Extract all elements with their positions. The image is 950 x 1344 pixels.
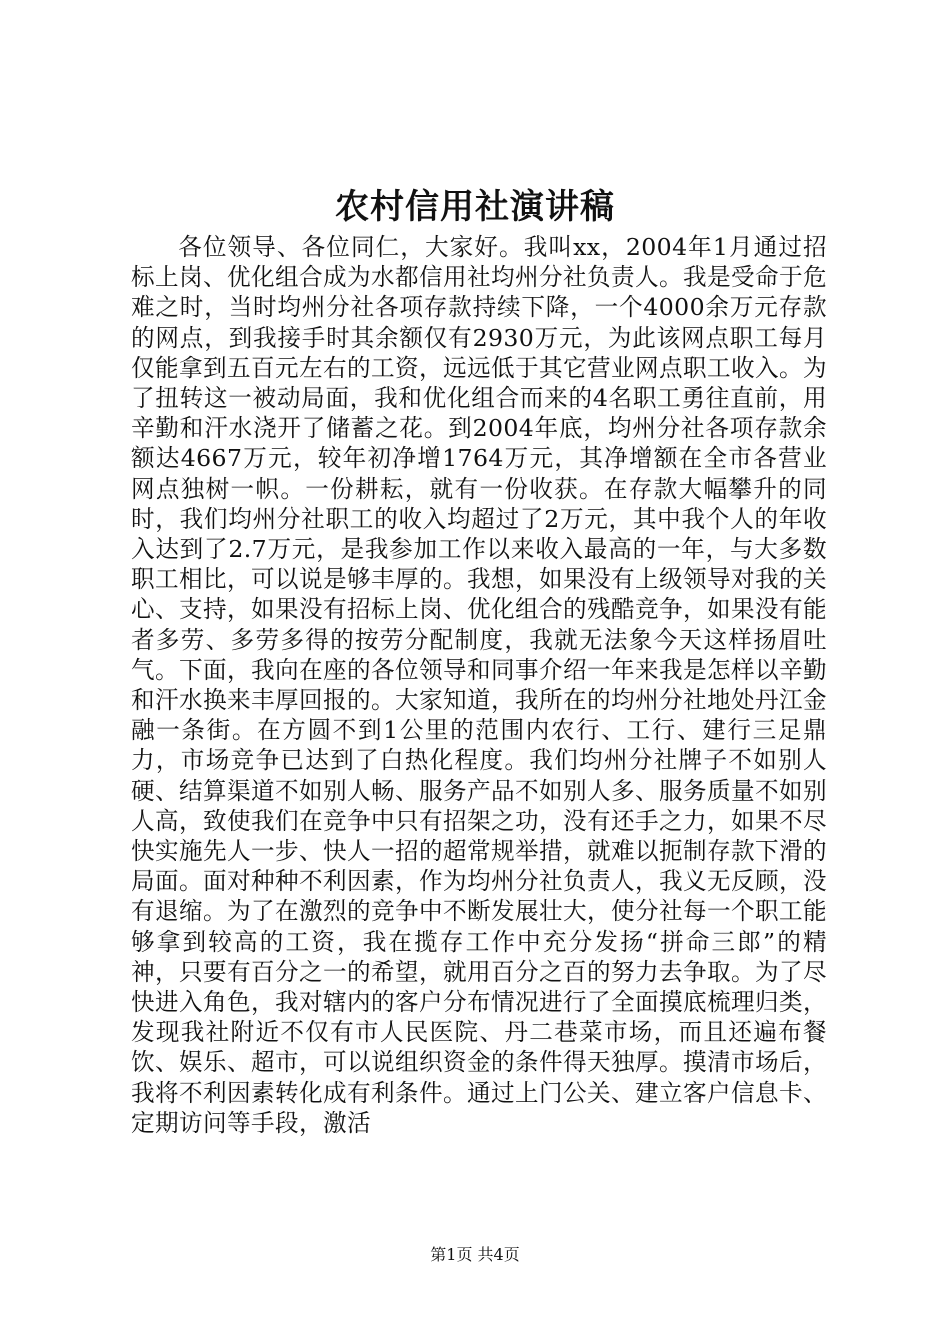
page-footer: 第1页 共4页 bbox=[430, 1245, 520, 1264]
body-paragraph: 各位领导、各位同仁，大家好。我叫xx，2004年1月通过招标上岗、优化组合成为水都信用社均州分社负责人。我是受命于危难之时，当时均州分社各项存款持续下降，一个4000余万元存款的网点，到我接手时其余额仅有2930万元，为此该网点职工每月仅能拿到五百元左右的工资，远远低于其它营业网点职工收入。为了扭转这一被动局面，我和优化组合而来的4名职工勇往直前，用辛勤和汗水浇开了储蓄之花。到2004年底，均州分社各项存款余额达4667万元，较年初净增1764万元，其净增额在全市各营业网点独树一帜。一份耕耘，就有一份收获。在存款大幅攀升的同时，我们均州分社职工的收入均超过了2万元，其中我个人的年收入达到了2.7万元，是我参加工作以来收入最高的一年，与大多数职工相比，可以说是够丰厚的。我想，如果没有上级领导对我的关心、支持，如果没有招标上岗、优化组合的残酷竞争，如果没有能者多劳、多劳多得的按劳分配制度，我就无法象今天这样扬眉吐气。下面，我向在座的各位领导和同事介绍一年来我是怎样以辛勤和汗水换来丰厚回报的。大家知道，我所在的均州分社地处丹江金融一条街。在方圆不到1公里的范围内农行、工行、建行三足鼎力，市场竞争已达到了白热化程度。我们均州分社牌子不如别人硬、结算渠道不如别人畅、服务产品不如别人多、服务质量不如别人高，致使我们在竞争中只有招架之功，没有还手之力，如果不尽快实施先人一步、快人一招的超常规举措，就难以扼制存款下滑的局面。面对种种不利因素，作为均州分社负责人，我义无反顾，没有退缩。为了在激烈的竞争中不断发展壮大，使分社每一个职工能够拿到较高的工资，我在揽存工作中充分发扬“拼命三郎”的精神，只要有百分之一的希望，就用百分之百的努力去争取。为了尽快进入角色，我对辖内的客户分布情况进行了全面摸底梳理归类，发现我社附近不仅有市人民医院、丹二巷菜市场，而且还遍布餐饮、娱乐、超市，可以说组织资金的条件得天独厚。摸清市场后，我将不利因素转化成有利条件。通过上门公关、建立客户信息卡、定期访问等手段，激活 bbox=[131, 233, 827, 1137]
document-title: 农村信用社演讲稿 bbox=[335, 187, 615, 227]
